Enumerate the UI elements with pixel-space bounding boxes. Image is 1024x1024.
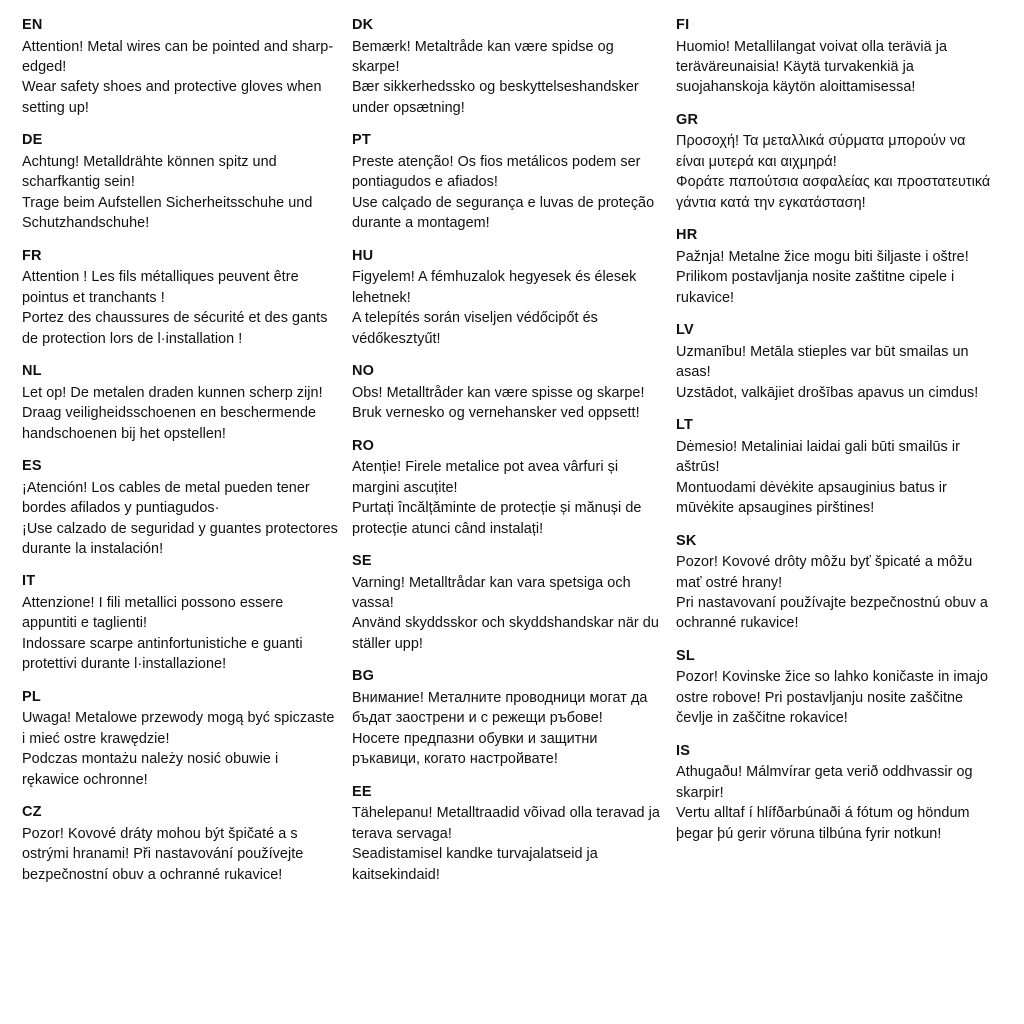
warning-text-line: Uzstādot, valkājiet drošības apavus un cimdus! xyxy=(676,384,979,401)
warning-text-line: Προσοχή! Τα μεταλλικά σύρματα μπορούν να είναι μυτερά και αιχμηρά! xyxy=(676,133,966,170)
warning-text-line: Vertu alltaf í hlífðarbúnaði á fótum og höndum þegar þú gerir vöruna tilbúna fyrir notkun! xyxy=(676,805,970,842)
language-entry xyxy=(22,362,338,444)
language-entry xyxy=(676,742,992,844)
warning-text-line: Attention! Metal wires can be pointed and sharp-edged! xyxy=(22,38,334,76)
warning-text-line: Uzmanību! Metāla stieples var būt smailas un asas! xyxy=(676,343,969,381)
warning-text-line: Figyelem! A fémhuzalok hegyesek és élesek lehetnek! xyxy=(351,269,637,306)
language-entry xyxy=(22,131,338,233)
language-code: NO xyxy=(351,363,375,380)
language-code: ES xyxy=(22,458,42,475)
warning-text-line: Pozor! Kovové dráty mohou být špičaté a s ostrými hranami! Při nastavování používejte bezpečnostní obuv a ochranné rukavice! xyxy=(22,825,304,883)
warning-text-line: Let op! De metalen draden kunnen scherp zijn! xyxy=(22,384,323,401)
warning-text-line: Trage beim Aufstellen Sicherheitsschuhe und Schutzhandschuhe! xyxy=(22,194,313,232)
language-code: DK xyxy=(351,17,374,33)
warning-text-line: Prilikom postavljanja nosite zaštitne cipele i rukavice! xyxy=(676,269,955,306)
warning-text-line: Atenție! Firele metalice pot avea vârfuri și margini ascuțite! xyxy=(351,459,619,496)
language-entry xyxy=(352,131,662,233)
warning-text-line: Wear safety shoes and protective gloves when setting up! xyxy=(22,79,322,116)
language-entry xyxy=(676,226,992,308)
language-entry xyxy=(676,647,992,729)
language-entry xyxy=(676,16,992,98)
warning-text-line: Pozor! Kovové drôty môžu byť špicaté a môžu mať ostré hrany! xyxy=(676,554,973,591)
language-code: SL xyxy=(676,647,695,664)
language-entry xyxy=(676,111,992,213)
warning-text-line: Använd skyddsskor och skyddshandskar när du ställer upp! xyxy=(351,615,659,652)
language-code: DE xyxy=(22,132,43,149)
warning-text-line: Seadistamisel kandke turvajalatseid ja kaitsekindaid! xyxy=(351,846,598,883)
language-code: LV xyxy=(676,322,694,339)
language-column-1 xyxy=(22,16,352,898)
language-code: HU xyxy=(351,247,374,264)
warning-text-line: Athugaðu! Málmvírar geta verið oddhvassir og skarpir! xyxy=(676,764,973,801)
warning-text-line: Purtați încălțăminte de protecție și mănuși de protecție atunci când instalați! xyxy=(351,500,642,537)
language-code: NL xyxy=(22,363,42,380)
warning-text-line: A telepítés során viseljen védőcipőt és védőkesztyűt! xyxy=(351,310,598,347)
warning-text-line: Huomio! Metallilangat voivat olla teräviä ja teräväreunaisia! Käytä turvakenkiä ja suojahanskoja käytön aloittamisessa! xyxy=(676,38,948,96)
language-entry xyxy=(22,457,338,559)
language-code: FI xyxy=(676,17,690,33)
language-code: IT xyxy=(22,573,36,590)
language-entry xyxy=(352,552,662,654)
language-entry xyxy=(352,437,662,539)
language-entry xyxy=(352,16,662,118)
warning-text-line: Bruk vernesko og vernehansker ved oppsett! xyxy=(351,405,640,422)
warning-text-line: Bær sikkerhedssko og beskyttelseshandsker under opsætning! xyxy=(351,79,639,116)
warning-text-line: Dėmesio! Metaliniai laidai gali būti smailūs ir aštrūs! xyxy=(676,438,960,476)
language-code: CZ xyxy=(22,804,42,821)
language-entry xyxy=(22,16,338,118)
language-entry xyxy=(676,321,992,403)
warning-text-line: Indossare scarpe antinfortunistiche e guanti protettivi durante l·installazione! xyxy=(22,635,303,673)
language-entry xyxy=(676,532,992,634)
language-column-2 xyxy=(352,16,676,898)
language-entry xyxy=(352,667,662,769)
warning-text-line: Внимание! Металните проводници могат да бъдат заострени и с режещи ръбове! xyxy=(351,689,648,727)
warning-text-line: Podczas montażu należy nosić obuwie i rękawice ochronne! xyxy=(22,751,279,788)
language-entry xyxy=(676,416,992,518)
language-code: RO xyxy=(351,437,375,454)
warning-text-line: Носете предпазни обувки и защитни ръкавици, когато настройвате! xyxy=(351,730,598,768)
warning-text-line: Varning! Metalltrådar kan vara spetsiga och vassa! xyxy=(351,574,631,611)
language-code: EE xyxy=(351,783,372,800)
warning-text-line: Draag veiligheidsschoenen en beschermende handschoenen bij het opstellen! xyxy=(22,405,317,442)
language-entry xyxy=(352,362,662,423)
language-column-3 xyxy=(676,16,1006,857)
language-entry xyxy=(22,572,338,674)
language-code: EN xyxy=(22,17,43,33)
language-code: FR xyxy=(22,247,42,264)
language-code: HR xyxy=(676,227,698,244)
language-code: PT xyxy=(351,132,371,149)
language-code: GR xyxy=(676,111,699,128)
warning-text-line: ¡Atención! Los cables de metal pueden tener bordes afilados y puntiagudos· xyxy=(22,479,310,517)
warning-text-line: Tähelepanu! Metalltraadid võivad olla teravad ja terava servaga! xyxy=(351,805,660,842)
warning-text-line: Attenzione! I fili metallici possono essere appuntiti e taglienti! xyxy=(22,594,284,632)
warning-text-line: Pozor! Kovinske žice so lahko koničaste in imajo ostre robove! Pri postavljanju nosite zaščitne čevlje in zaščitne rokavice! xyxy=(676,669,988,727)
language-code: BG xyxy=(351,668,375,685)
language-entry xyxy=(352,783,662,885)
language-entry xyxy=(352,247,662,349)
language-entry xyxy=(22,688,338,790)
language-code: LT xyxy=(676,417,694,434)
language-code: IS xyxy=(676,742,691,759)
language-entry xyxy=(22,803,338,885)
warning-text-line: Pri nastavovaní používajte bezpečnostnú obuv a ochranné rukavice! xyxy=(676,594,988,632)
warning-text-line: Bemærk! Metaltråde kan være spidse og skarpe! xyxy=(351,38,614,76)
warning-text-line: Preste atenção! Os fios metálicos podem ser pontiagudos e afiados! xyxy=(351,153,641,191)
warning-text-line: Achtung! Metalldrähte können spitz und scharfkantig sein! xyxy=(22,153,277,191)
warning-text-line: Obs! Metalltråder kan være spisse og skarpe! xyxy=(351,384,645,401)
language-code: PL xyxy=(22,688,41,705)
warning-text-line: Portez des chaussures de sécurité et des gants de protection lors de l·installation ! xyxy=(22,310,328,347)
warning-text-line: ¡Use calzado de seguridad y guantes protectores durante la instalación! xyxy=(22,520,338,557)
warning-text-line: Pažnja! Metalne žice mogu biti šiljaste i oštre! xyxy=(676,248,969,265)
language-code: SE xyxy=(351,552,372,569)
warning-text-line: Φοράτε παπούτσια ασφαλείας και προστατευτικά γάντια κατά την εγκατάσταση! xyxy=(676,174,991,211)
language-entry xyxy=(22,247,338,349)
warning-text-line: Montuodami dėvėkite apsauginius batus ir mūvėkite apsaugines pirštines! xyxy=(676,479,947,517)
warning-text-line: Uwaga! Metalowe przewody mogą być spiczaste i mieć ostre krawędzie! xyxy=(22,710,335,747)
language-code: SK xyxy=(676,532,697,549)
warning-text-line: Use calçado de segurança e luvas de proteção durante a montagem! xyxy=(351,194,655,232)
warning-text-line: Attention ! Les fils métalliques peuvent être pointus et tranchants ! xyxy=(22,269,299,306)
